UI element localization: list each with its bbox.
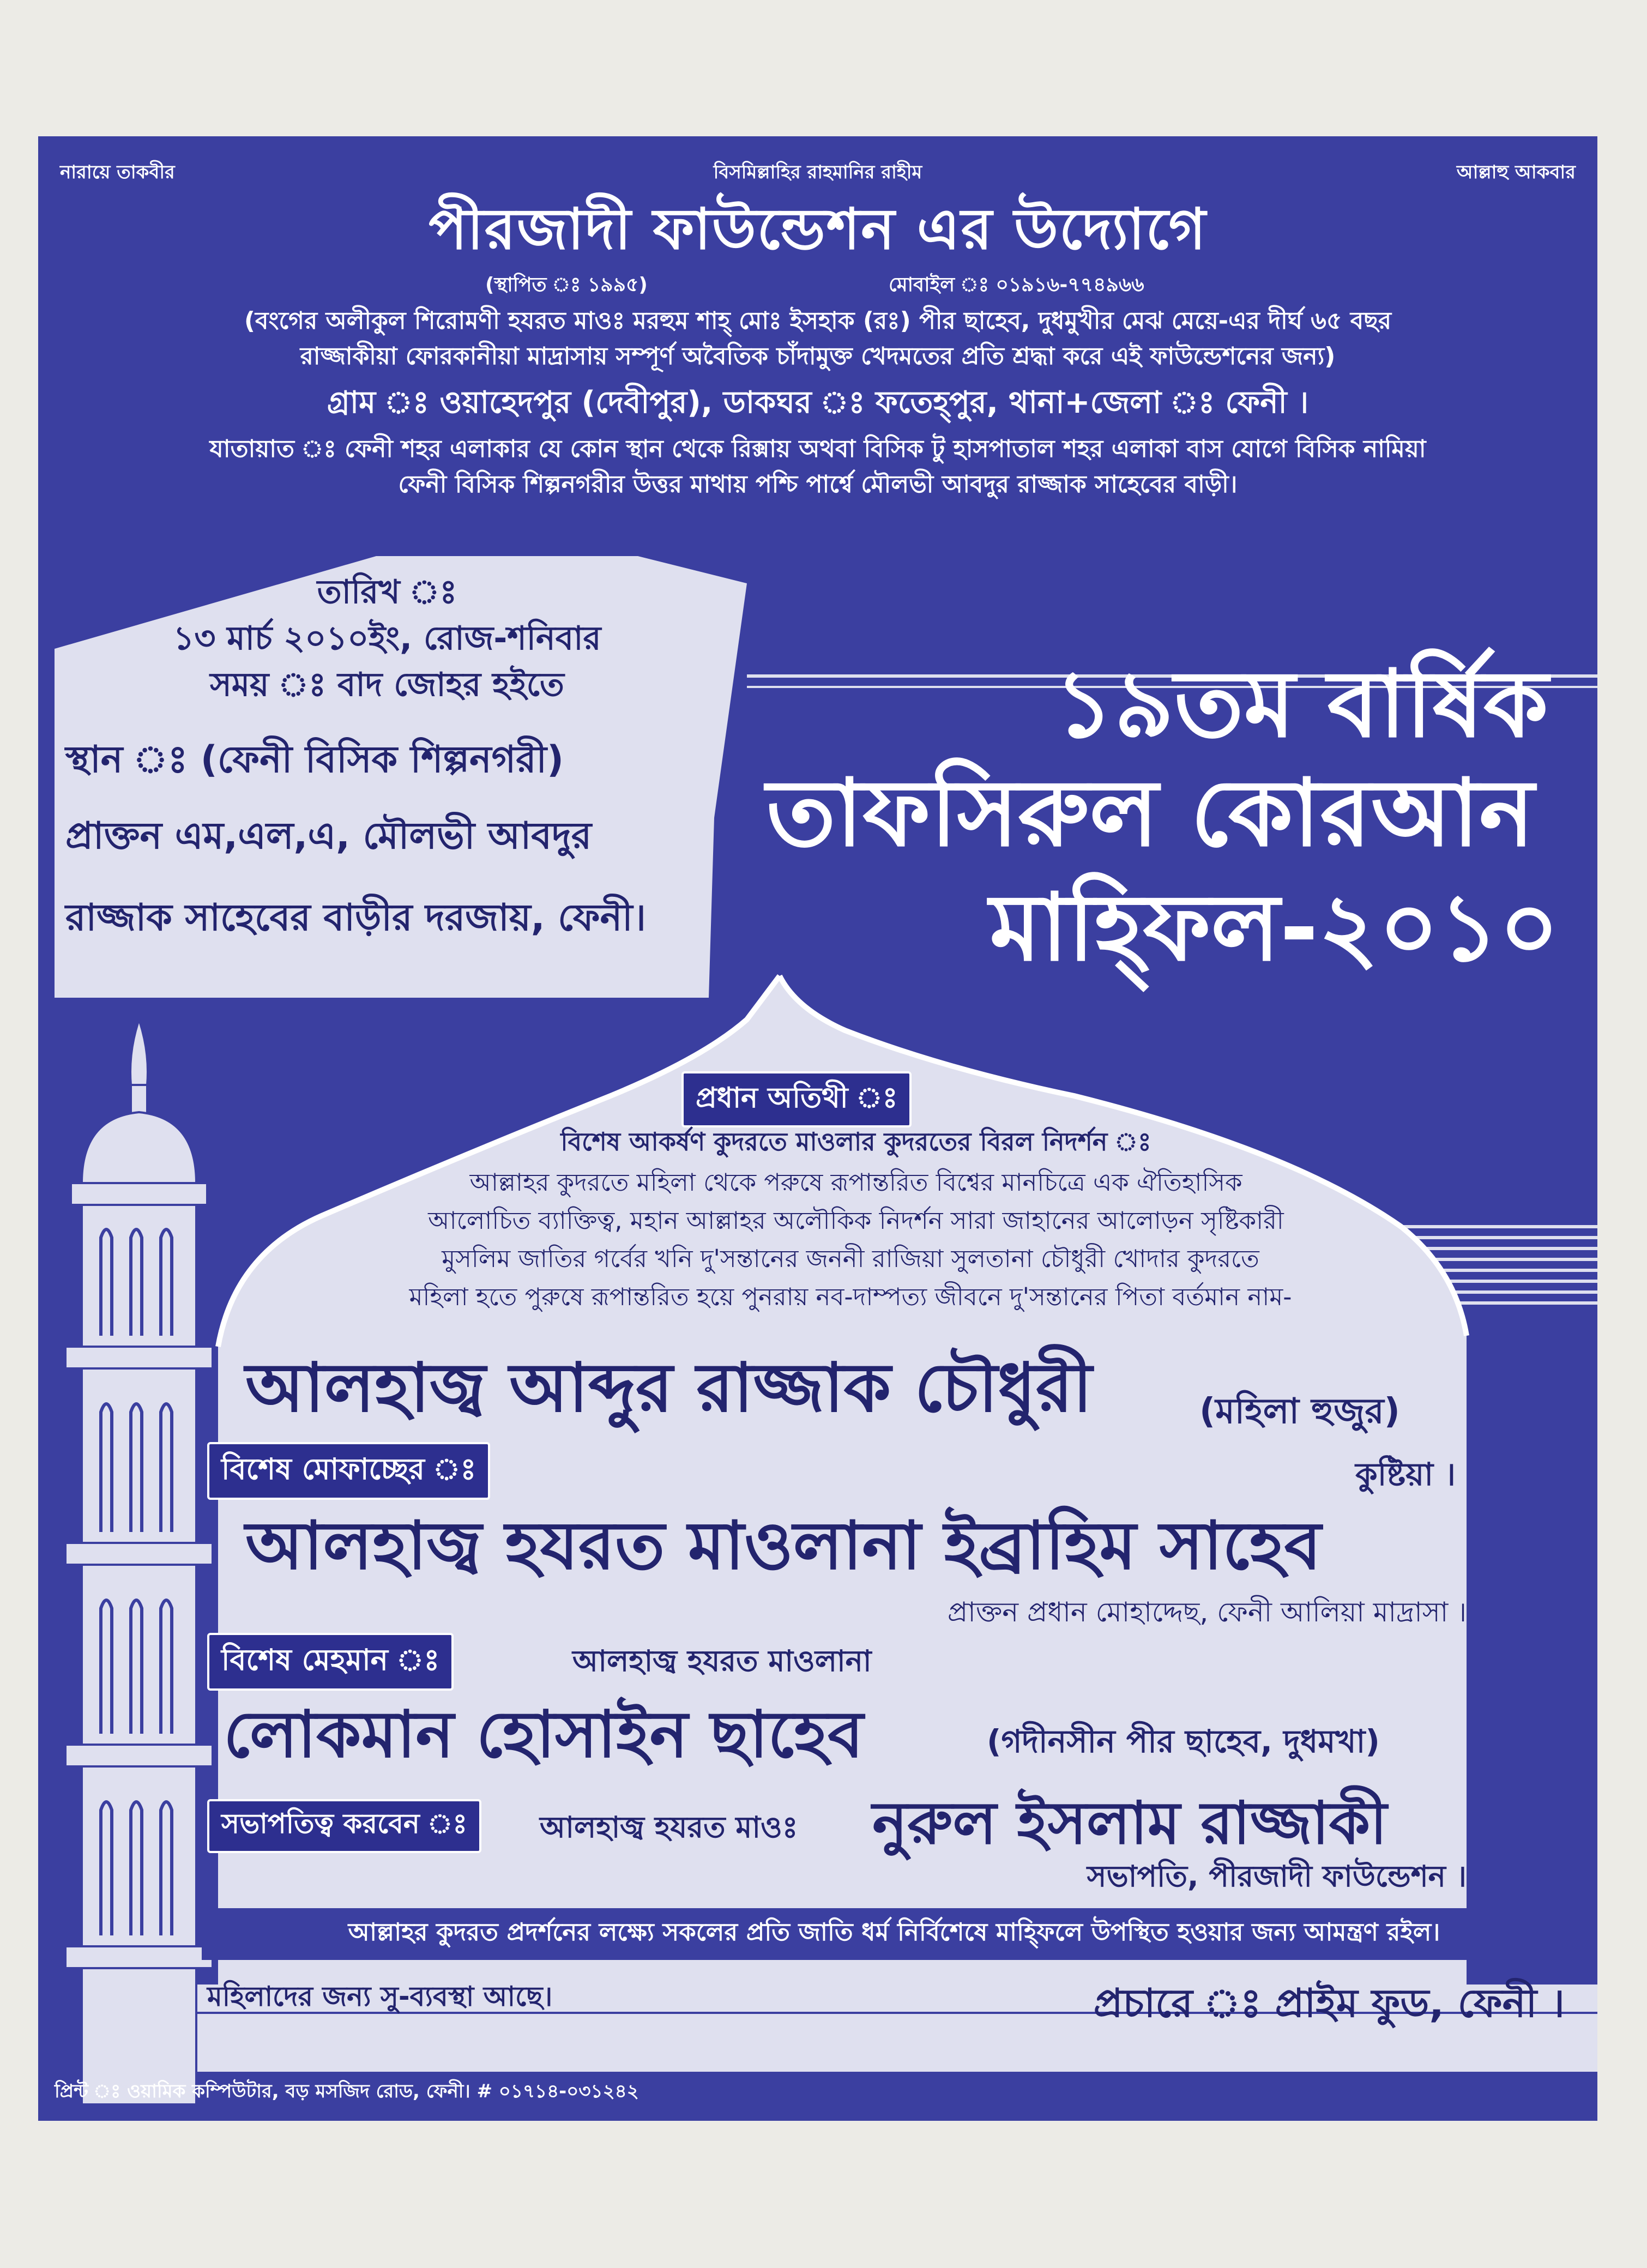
invitation-text: আল্লাহর কুদরত প্রদর্শনের লক্ষ্যে সকলের প্রতি জাতি ধর্ম নির্বিশেষে মাহ্ফিলে উপস্থিত হওয়ার জন্য আমন্ত্রণ রইল। [202, 1908, 1586, 1960]
venue-line-2: প্রাক্তন এম,এল,এ, মৌলভী আবদুর [65, 815, 592, 858]
event-title-line-1: ১৯তম বার্ষিক [1054, 650, 1548, 758]
women-facility-note: মহিলাদের জন্য সু-ব্যবস্থা আছে। [207, 1981, 553, 2012]
mobile-number: মোবাইল ঃ ০১৯১৬-৭৭৪৯৬৬ [889, 274, 1144, 296]
poster [38, 136, 1597, 2121]
transport-line-2: ফেনী বিসিক শিল্পনগরীর উত্তর মাথায় পশ্চি পার্শ্বে মৌলভী আবদুর রাজ্জাক সাহেবের বাড়ী। [398, 471, 1238, 498]
intro-line-2: রাজ্জাকীয়া ফোরকানীয়া মাদ্রাসায় সম্পূর্ণ অবৈতিক চাঁদামুক্ত খেদমতের প্রতি শ্রদ্ধা করে এই ফাউন্ডেশনের জন্য) [300, 342, 1336, 370]
venue-line-1: স্থান ঃ (ফেনী বিসিক শিল্পনগরী) [65, 738, 564, 781]
special-guest-note: (গদীনসীন পীর ছাহেব, দুধমখা) [987, 1723, 1380, 1760]
chief-guest-desc-2: আলোচিত ব্যাক্তিত্ব, মহান আল্লাহর অলৌকিক নিদর্শন সারা জাহানের আলোড়ন সৃষ্টিকারী [428, 1206, 1284, 1235]
transport-line-1: যাতায়াত ঃ ফেনী শহর এলাকার যে কোন স্থান থেকে রিক্সায় অথবা বিসিক টু হাসপাতাল শহর এলাকা বাস যোগে বিসিক নামিয়া [209, 435, 1426, 463]
president-prefix: আলহাজ্ব হযরত মাওঃ [540, 1810, 798, 1844]
chief-guest-name: আলহাজ্ব আব্দুর রাজ্জাক চৌধুরী [245, 1349, 1093, 1427]
special-guest-prefix: আলহাজ্ব হযরত মাওলানা [572, 1644, 872, 1678]
special-speaker-name: আলহাজ্ব হযরত মাওলানা ইব্রাহিম সাহেব [245, 1507, 1322, 1584]
special-attraction-text: বিশেষ আকর্ষণ কুদরতে মাওলার কুদরতের বিরল নিদর্শন ঃ [560, 1127, 1151, 1156]
chief-guest-desc-3: মুসলিম জাতির গর্বের খনি দু'সন্তানের জননী রাজিয়া সুলতানা চৌধুরী খোদার কুদরতে [442, 1244, 1259, 1273]
foundation-title: পীরজাদী ফাউন্ডেশন এর উদ্যোগে [429, 196, 1207, 262]
event-time: সময় ঃ বাদ জোহর হইতে [210, 666, 564, 704]
address-text: গ্রাম ঃ ওয়াহেদপুর (দেবীপুর), ডাকঘর ঃ ফতেহ্পুর, থানা+জেলা ঃ ফেনী । [327, 385, 1309, 420]
special-guest-name: লোকমান হোসাইন ছাহেব [224, 1697, 864, 1772]
special-speaker-label: বিশেষ মোফাচ্ছের ঃ [207, 1442, 490, 1500]
allahu-akbar-text: আল্লাহু আকবার [1456, 161, 1576, 183]
date-label: তারিখ ঃ [317, 573, 457, 611]
event-title-line-2: তাফসিরুল কোরআন [766, 759, 1535, 867]
special-speaker-title: প্রাক্তন প্রধান মোহাদ্দেছ, ফেনী আলিয়া মাদ্রাসা । [947, 1596, 1467, 1628]
president-title: সভাপতি, পীরজাদী ফাউন্ডেশন । [1087, 1859, 1467, 1893]
chief-guest-label: প্রধান অতিথী ঃ [681, 1071, 912, 1127]
event-date: ১৩ মার্চ ২০১০ইং, রোজ-শনিবার [173, 619, 601, 658]
chief-guest-desc-4: মহিলা হতে পুরুষে রূপান্তরিত হয়ে পুনরায় নব-দাম্পত্য জীবনে দু'সন্তানের পিতা বর্তমান নাম- [409, 1282, 1292, 1311]
takbir-text: নারায়ে তাকবীর [60, 161, 175, 183]
special-guest-label: বিশেষ মেহমান ঃ [207, 1633, 454, 1691]
chief-guest-place: কুষ্টিয়া । [1355, 1456, 1456, 1493]
established-text: (স্থাপিত ঃ ১৯৯৫) [485, 274, 648, 296]
chief-guest-note: (মহিলা হুজুর) [1199, 1391, 1400, 1432]
chief-guest-desc-1: আল্লাহর কুদরতে মহিলা থেকে পরুষে রূপান্তরিত বিশ্বের মানচিত্রে এক ঐতিহাসিক [469, 1168, 1242, 1197]
president-label: সভাপতিত্ব করবেন ঃ [207, 1799, 481, 1853]
print-credit: প্রিন্ট ঃ ওয়ামিক কম্পিউটার, বড় মসজিদ রোড, ফেনী। # ০১৭১৪-০৩১২৪২ [55, 2080, 639, 2102]
bismillah-text: বিসমিল্লাহির রাহমানির রাহীম [713, 161, 922, 183]
promotion-text: প্রচারে ঃ প্রাইম ফুড, ফেনী । [1093, 1980, 1565, 2026]
event-title-line-3: মাহ্ফিল-২০১০ [989, 874, 1559, 982]
venue-line-3: রাজ্জাক সাহেবের বাড়ীর দরজায়, ফেনী। [65, 896, 646, 939]
president-name: নুরুল ইসলাম রাজ্জাকী [872, 1789, 1387, 1857]
intro-line-1: (বংগের অলীকুল শিরোমণী হযরত মাওঃ মরহুম শাহ্ মোঃ ইসহাক (রঃ) পীর ছাহেব, দুধমুখীর মেঝ মেয়ে-এর দীর্ঘ ৬৫ বছর [244, 307, 1392, 335]
